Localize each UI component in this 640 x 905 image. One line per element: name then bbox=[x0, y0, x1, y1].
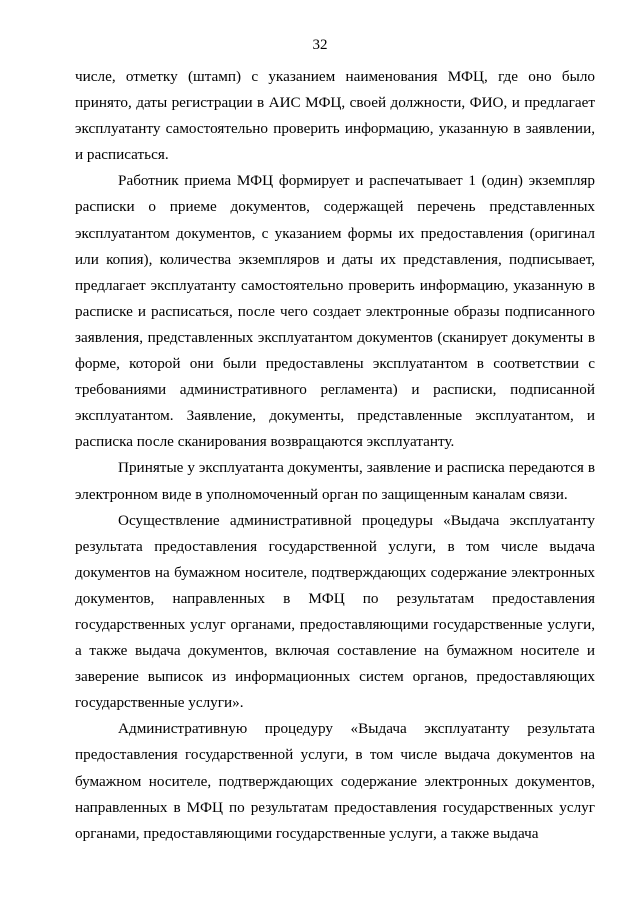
paragraph-receipt: Работник приема МФЦ формирует и распечатывает 1 (один) экземпляр расписки о приеме документов, содержащей перечень представленных эксплуатантом документов, с указанием формы их предоставления (оригинал или копия), количества экземпляров и даты их представления, подписывает, предлагает эксплуатанту самостоятельно проверить информацию, указанную в расписке и расписаться, после чего создает электронные образы подписанного заявления, представленных эксплуатантом документов (сканирует документы в форме, которой они были предоставлены эксплуатантом в соответствии с требованиями административного регламента) и расписки, подписанной эксплуатантом. Заявление, документы, представленные эксплуатантом, и расписка после сканирования возвращаются эксплуатанту. bbox=[75, 172, 595, 451]
paragraph-continuation: числе, отметку (штамп) с указанием наименования МФЦ, где оно было принято, даты регистрации в АИС МФЦ, своей должности, ФИО, и предлагает эксплуатанту самостоятельно проверить информацию, указанную в заявлении, и расписаться. bbox=[75, 68, 595, 164]
paragraph-procedure-heading: Осуществление административной процедуры «Выдача эксплуатанту результата предоставления государственной услуги, в том числе выдача документов на бумажном носителе, подтверждающих содержание электронных документов, направленных в МФЦ по результатам предоставления государственных услуг органами, предоставляющими государственные услуги, а также выдача документов, включая составление на бумажном носителе и заверение выписок из информационных систем органов, предоставляющих государственные услуги». bbox=[75, 511, 595, 712]
paragraph-procedure-body: Административную процедуру «Выдача эксплуатанту результата предоставления государственной услуги, в том числе выдача документов на бумажном носителе, подтверждающих содержание электронных документов, направленных в МФЦ по результатам предоставления государственных услуг органами, предоставляющими государственные услуги, а также выдача bbox=[75, 720, 595, 842]
page-number: 32 bbox=[312, 37, 328, 53]
document-body bbox=[75, 64, 595, 847]
paragraph-transfer: Принятые у эксплуатанта документы, заявление и расписка передаются в электронном виде в уполномоченный орган по защищенным каналам связи. bbox=[75, 459, 595, 503]
